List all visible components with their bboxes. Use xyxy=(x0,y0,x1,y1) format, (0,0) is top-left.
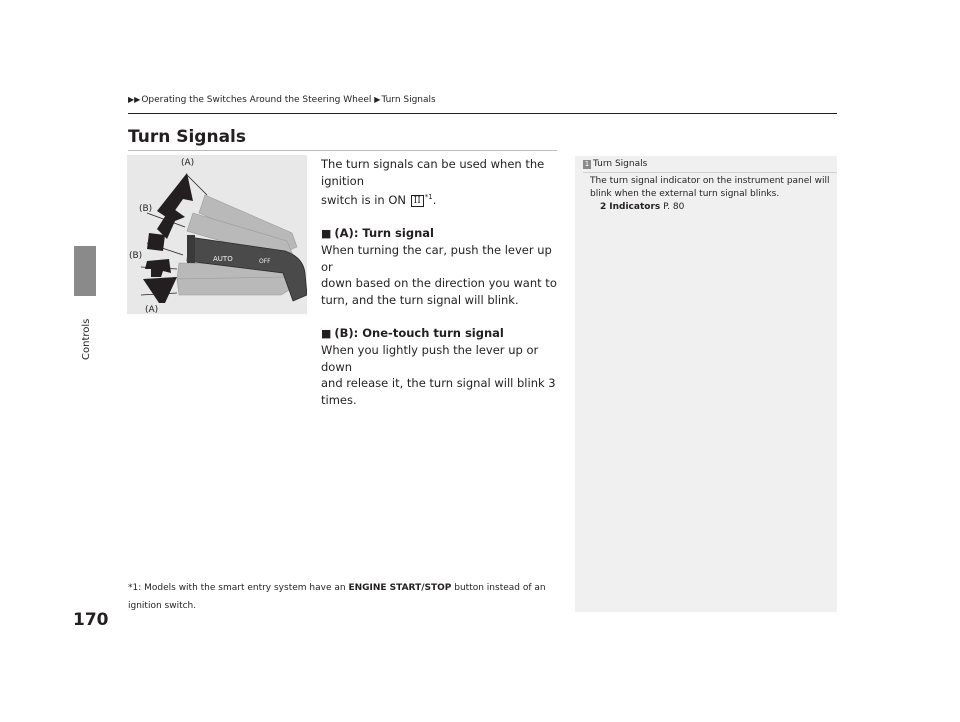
bullet-square-icon: ■ xyxy=(321,326,332,340)
page-number: 170 xyxy=(73,610,109,630)
bullet-square-icon: ■ xyxy=(321,226,332,240)
turn-signal-text: turn, and the turn signal will blink. xyxy=(321,292,519,307)
one-touch-text: and release it, the turn signal will blink 3 xyxy=(321,376,556,391)
note-heading: 1 Turn Signals xyxy=(584,159,648,169)
breadcrumb xyxy=(128,95,436,105)
note-marker-icon: 1 xyxy=(584,160,590,168)
title-divider xyxy=(128,150,557,151)
turn-signal-text: When turning the car, push the lever up or xyxy=(321,243,552,274)
breadcrumb-item-current: Turn Signals xyxy=(381,95,436,105)
one-touch-text: When you lightly push the lever up or down xyxy=(321,343,539,374)
breadcrumb-arrow-icon: ▶ xyxy=(374,95,381,104)
turn-signal-lever-figure xyxy=(127,155,307,314)
turn-signal-text: down based on the direction you want to xyxy=(321,276,557,291)
intro-line-1: The turn signals can be used when the ignition xyxy=(321,157,545,188)
lever-off-mark: OFF xyxy=(259,258,271,265)
arrow-down-large-icon xyxy=(143,277,177,303)
header-divider xyxy=(128,113,837,114)
arrow-down-small-icon xyxy=(145,259,171,277)
footnote-ref[interactable]: *1 xyxy=(424,193,433,201)
side-note-panel xyxy=(575,156,837,612)
label-a-bottom: (A) xyxy=(145,305,159,314)
marker-square-icon xyxy=(147,233,165,251)
lever-auto-mark: AUTO xyxy=(213,255,233,263)
lever-end xyxy=(187,235,195,263)
note-divider xyxy=(583,172,837,173)
note-text: The turn signal indicator on the instrument panel will blink when the external turn signal blinks. 2 Indicators P. 80 xyxy=(590,176,830,212)
body-text xyxy=(321,156,561,408)
side-tab-label: Controls xyxy=(81,318,92,360)
subheading-turn-signal: ■ (A): Turn signal xyxy=(321,225,434,240)
intro-line-2: switch is in ON II $^{*1}$. xyxy=(321,192,437,207)
footnote: *1: Models with the smart entry system have an ENGINE START/STOP button instead of an ignition switch. xyxy=(128,583,546,611)
indicators-link[interactable]: 2 Indicators P. 80 xyxy=(600,202,685,212)
engine-start-stop-term: ENGINE START/STOP xyxy=(348,583,452,593)
ignition-on-icon: II xyxy=(411,195,424,207)
one-touch-text: times. xyxy=(321,392,357,407)
breadcrumb-arrow-icon: ▶▶ xyxy=(128,95,141,104)
subheading-one-touch: ■ (B): One-touch turn signal xyxy=(321,325,504,340)
label-a-top: (A) xyxy=(181,158,195,168)
label-b-lower: (B) xyxy=(129,251,143,261)
breadcrumb-item[interactable]: Operating the Switches Around the Steering Wheel xyxy=(141,95,372,105)
page-title: Turn Signals xyxy=(128,127,246,147)
lever-ghost-4 xyxy=(177,277,291,295)
side-tab-marker xyxy=(74,246,96,296)
label-b-upper: (B) xyxy=(139,204,153,214)
lever-illustration xyxy=(127,155,307,314)
cross-reference-icon: 2 xyxy=(600,202,607,212)
